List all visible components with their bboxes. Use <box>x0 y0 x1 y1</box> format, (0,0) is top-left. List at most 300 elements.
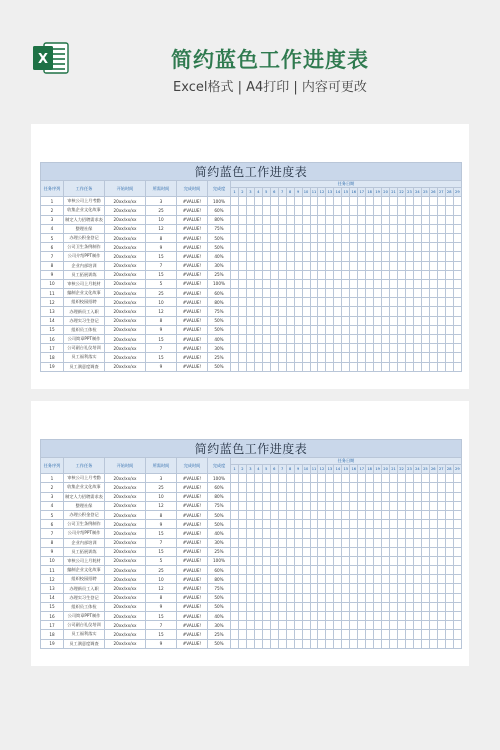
gantt-cell[interactable] <box>231 556 239 565</box>
gantt-cell[interactable] <box>294 316 302 325</box>
gantt-cell[interactable] <box>231 224 239 233</box>
gantt-cell[interactable] <box>445 215 453 224</box>
gantt-cell[interactable] <box>278 233 286 242</box>
gantt-cell[interactable] <box>286 612 294 621</box>
cell-start[interactable]: 20xx/xx/xx <box>105 353 146 362</box>
gantt-cell[interactable] <box>429 556 437 565</box>
gantt-cell[interactable] <box>270 215 278 224</box>
gantt-cell[interactable] <box>429 520 437 529</box>
cell-need[interactable]: 3 <box>146 197 177 206</box>
gantt-cell[interactable] <box>350 602 358 611</box>
gantt-cell[interactable] <box>413 344 421 353</box>
gantt-cell[interactable] <box>342 325 350 334</box>
gantt-cell[interactable] <box>246 547 254 556</box>
gantt-cell[interactable] <box>429 261 437 270</box>
gantt-cell[interactable] <box>437 529 445 538</box>
gantt-cell[interactable] <box>318 316 326 325</box>
gantt-cell[interactable] <box>334 474 342 483</box>
gantt-cell[interactable] <box>453 556 461 565</box>
gantt-cell[interactable] <box>246 538 254 547</box>
gantt-cell[interactable] <box>366 501 374 510</box>
cell-need[interactable]: 15 <box>146 252 177 261</box>
cell-task[interactable]: 公司介绍PPT制作 <box>64 529 105 538</box>
gantt-cell[interactable] <box>437 501 445 510</box>
cell-need[interactable]: 7 <box>146 344 177 353</box>
gantt-cell[interactable] <box>390 197 398 206</box>
cell-need[interactable]: 12 <box>146 584 177 593</box>
cell-pct[interactable]: 50% <box>208 593 231 602</box>
gantt-cell[interactable] <box>390 584 398 593</box>
cell-pct[interactable]: 50% <box>208 316 231 325</box>
gantt-cell[interactable] <box>246 233 254 242</box>
cell-done[interactable]: #VALUE! <box>177 492 208 501</box>
gantt-cell[interactable] <box>421 344 429 353</box>
gantt-cell[interactable] <box>334 602 342 611</box>
gantt-cell[interactable] <box>350 483 358 492</box>
cell-need[interactable]: 9 <box>146 639 177 648</box>
gantt-cell[interactable] <box>278 529 286 538</box>
cell-id[interactable]: 11 <box>41 566 64 575</box>
gantt-cell[interactable] <box>326 612 334 621</box>
gantt-cell[interactable] <box>270 307 278 316</box>
gantt-cell[interactable] <box>286 593 294 602</box>
gantt-cell[interactable] <box>374 197 382 206</box>
gantt-cell[interactable] <box>445 279 453 288</box>
cell-id[interactable]: 17 <box>41 344 64 353</box>
gantt-cell[interactable] <box>437 344 445 353</box>
gantt-cell[interactable] <box>358 556 366 565</box>
gantt-cell[interactable] <box>302 639 310 648</box>
gantt-cell[interactable] <box>358 529 366 538</box>
gantt-cell[interactable] <box>421 538 429 547</box>
gantt-cell[interactable] <box>366 602 374 611</box>
gantt-cell[interactable] <box>437 279 445 288</box>
cell-done[interactable]: #VALUE! <box>177 547 208 556</box>
gantt-cell[interactable] <box>374 547 382 556</box>
gantt-cell[interactable] <box>254 501 262 510</box>
gantt-cell[interactable] <box>374 474 382 483</box>
gantt-cell[interactable] <box>326 215 334 224</box>
gantt-cell[interactable] <box>302 612 310 621</box>
gantt-cell[interactable] <box>366 298 374 307</box>
gantt-cell[interactable] <box>405 538 413 547</box>
gantt-cell[interactable] <box>302 474 310 483</box>
gantt-cell[interactable] <box>413 289 421 298</box>
gantt-cell[interactable] <box>366 529 374 538</box>
gantt-cell[interactable] <box>262 584 270 593</box>
cell-done[interactable]: #VALUE! <box>177 206 208 215</box>
gantt-cell[interactable] <box>238 529 246 538</box>
gantt-cell[interactable] <box>374 307 382 316</box>
gantt-cell[interactable] <box>334 483 342 492</box>
gantt-cell[interactable] <box>421 602 429 611</box>
gantt-cell[interactable] <box>358 307 366 316</box>
gantt-cell[interactable] <box>374 584 382 593</box>
gantt-cell[interactable] <box>405 639 413 648</box>
gantt-cell[interactable] <box>413 584 421 593</box>
gantt-cell[interactable] <box>382 538 390 547</box>
cell-done[interactable]: #VALUE! <box>177 252 208 261</box>
cell-task[interactable]: 员工满意度调查 <box>64 639 105 648</box>
gantt-cell[interactable] <box>286 224 294 233</box>
gantt-cell[interactable] <box>421 584 429 593</box>
gantt-cell[interactable] <box>390 474 398 483</box>
cell-need[interactable]: 8 <box>146 233 177 242</box>
cell-done[interactable]: #VALUE! <box>177 344 208 353</box>
gantt-cell[interactable] <box>294 224 302 233</box>
gantt-cell[interactable] <box>445 197 453 206</box>
gantt-cell[interactable] <box>326 520 334 529</box>
gantt-cell[interactable] <box>286 492 294 501</box>
gantt-cell[interactable] <box>262 566 270 575</box>
cell-done[interactable]: #VALUE! <box>177 510 208 519</box>
cell-task[interactable]: 公司卫生条例制作 <box>64 520 105 529</box>
gantt-cell[interactable] <box>238 298 246 307</box>
gantt-cell[interactable] <box>405 261 413 270</box>
gantt-cell[interactable] <box>318 529 326 538</box>
gantt-cell[interactable] <box>382 197 390 206</box>
cell-start[interactable]: 20xx/xx/xx <box>105 362 146 371</box>
gantt-cell[interactable] <box>254 298 262 307</box>
gantt-cell[interactable] <box>326 289 334 298</box>
gantt-cell[interactable] <box>398 639 406 648</box>
gantt-cell[interactable] <box>390 252 398 261</box>
gantt-cell[interactable] <box>350 325 358 334</box>
cell-done[interactable]: #VALUE! <box>177 529 208 538</box>
gantt-cell[interactable] <box>445 474 453 483</box>
gantt-cell[interactable] <box>231 566 239 575</box>
gantt-cell[interactable] <box>358 538 366 547</box>
gantt-cell[interactable] <box>302 270 310 279</box>
gantt-cell[interactable] <box>246 520 254 529</box>
gantt-cell[interactable] <box>262 547 270 556</box>
gantt-cell[interactable] <box>318 298 326 307</box>
gantt-cell[interactable] <box>445 520 453 529</box>
cell-need[interactable]: 25 <box>146 289 177 298</box>
gantt-cell[interactable] <box>318 325 326 334</box>
gantt-cell[interactable] <box>421 566 429 575</box>
gantt-cell[interactable] <box>286 261 294 270</box>
cell-need[interactable]: 12 <box>146 307 177 316</box>
gantt-cell[interactable] <box>334 353 342 362</box>
gantt-cell[interactable] <box>453 298 461 307</box>
gantt-cell[interactable] <box>445 621 453 630</box>
gantt-cell[interactable] <box>398 215 406 224</box>
gantt-cell[interactable] <box>254 566 262 575</box>
gantt-cell[interactable] <box>405 316 413 325</box>
gantt-cell[interactable] <box>437 593 445 602</box>
cell-done[interactable]: #VALUE! <box>177 307 208 316</box>
gantt-cell[interactable] <box>405 621 413 630</box>
gantt-cell[interactable] <box>374 289 382 298</box>
cell-start[interactable]: 20xx/xx/xx <box>105 270 146 279</box>
cell-task[interactable]: 组织校园招聘 <box>64 575 105 584</box>
gantt-cell[interactable] <box>382 584 390 593</box>
gantt-cell[interactable] <box>286 279 294 288</box>
gantt-cell[interactable] <box>358 575 366 584</box>
gantt-cell[interactable] <box>326 538 334 547</box>
gantt-cell[interactable] <box>246 483 254 492</box>
gantt-cell[interactable] <box>405 584 413 593</box>
cell-id[interactable]: 2 <box>41 206 64 215</box>
gantt-cell[interactable] <box>413 510 421 519</box>
gantt-cell[interactable] <box>231 547 239 556</box>
gantt-cell[interactable] <box>262 630 270 639</box>
gantt-cell[interactable] <box>342 289 350 298</box>
gantt-cell[interactable] <box>262 501 270 510</box>
gantt-cell[interactable] <box>246 621 254 630</box>
gantt-cell[interactable] <box>246 602 254 611</box>
gantt-cell[interactable] <box>453 335 461 344</box>
cell-task[interactable]: 组织员工体检 <box>64 602 105 611</box>
cell-id[interactable]: 8 <box>41 261 64 270</box>
gantt-cell[interactable] <box>366 289 374 298</box>
gantt-cell[interactable] <box>310 252 318 261</box>
gantt-cell[interactable] <box>326 630 334 639</box>
gantt-cell[interactable] <box>231 197 239 206</box>
gantt-cell[interactable] <box>413 566 421 575</box>
gantt-cell[interactable] <box>405 335 413 344</box>
cell-need[interactable]: 25 <box>146 483 177 492</box>
cell-start[interactable]: 20xx/xx/xx <box>105 593 146 602</box>
gantt-cell[interactable] <box>405 344 413 353</box>
gantt-cell[interactable] <box>453 630 461 639</box>
cell-done[interactable]: #VALUE! <box>177 593 208 602</box>
gantt-cell[interactable] <box>318 344 326 353</box>
gantt-cell[interactable] <box>382 547 390 556</box>
gantt-cell[interactable] <box>310 197 318 206</box>
gantt-cell[interactable] <box>390 575 398 584</box>
gantt-cell[interactable] <box>445 556 453 565</box>
cell-done[interactable]: #VALUE! <box>177 575 208 584</box>
gantt-cell[interactable] <box>350 362 358 371</box>
cell-id[interactable]: 13 <box>41 584 64 593</box>
gantt-cell[interactable] <box>310 289 318 298</box>
gantt-cell[interactable] <box>366 316 374 325</box>
gantt-cell[interactable] <box>270 510 278 519</box>
gantt-cell[interactable] <box>318 224 326 233</box>
gantt-cell[interactable] <box>262 639 270 648</box>
gantt-cell[interactable] <box>382 602 390 611</box>
gantt-cell[interactable] <box>294 529 302 538</box>
cell-task[interactable]: 收集企业文化故事 <box>64 483 105 492</box>
gantt-cell[interactable] <box>326 353 334 362</box>
gantt-cell[interactable] <box>262 612 270 621</box>
gantt-cell[interactable] <box>238 593 246 602</box>
gantt-cell[interactable] <box>445 501 453 510</box>
gantt-cell[interactable] <box>238 316 246 325</box>
gantt-cell[interactable] <box>366 639 374 648</box>
gantt-cell[interactable] <box>453 261 461 270</box>
gantt-cell[interactable] <box>398 492 406 501</box>
gantt-cell[interactable] <box>318 566 326 575</box>
gantt-cell[interactable] <box>437 261 445 270</box>
gantt-cell[interactable] <box>429 307 437 316</box>
gantt-cell[interactable] <box>286 529 294 538</box>
cell-pct[interactable]: 50% <box>208 510 231 519</box>
cell-pct[interactable]: 30% <box>208 621 231 630</box>
gantt-cell[interactable] <box>453 612 461 621</box>
gantt-cell[interactable] <box>286 252 294 261</box>
cell-need[interactable]: 7 <box>146 538 177 547</box>
gantt-cell[interactable] <box>231 261 239 270</box>
gantt-cell[interactable] <box>246 630 254 639</box>
cell-done[interactable]: #VALUE! <box>177 556 208 565</box>
gantt-cell[interactable] <box>429 298 437 307</box>
gantt-cell[interactable] <box>294 575 302 584</box>
cell-done[interactable]: #VALUE! <box>177 298 208 307</box>
gantt-cell[interactable] <box>374 510 382 519</box>
gantt-cell[interactable] <box>278 215 286 224</box>
gantt-cell[interactable] <box>238 483 246 492</box>
gantt-cell[interactable] <box>421 252 429 261</box>
cell-id[interactable]: 12 <box>41 298 64 307</box>
gantt-cell[interactable] <box>334 215 342 224</box>
cell-pct[interactable]: 75% <box>208 224 231 233</box>
gantt-cell[interactable] <box>254 252 262 261</box>
cell-start[interactable]: 20xx/xx/xx <box>105 584 146 593</box>
gantt-cell[interactable] <box>334 584 342 593</box>
gantt-cell[interactable] <box>326 252 334 261</box>
gantt-cell[interactable] <box>398 593 406 602</box>
gantt-cell[interactable] <box>302 252 310 261</box>
gantt-cell[interactable] <box>366 325 374 334</box>
gantt-cell[interactable] <box>238 547 246 556</box>
gantt-cell[interactable] <box>286 501 294 510</box>
cell-start[interactable]: 20xx/xx/xx <box>105 261 146 270</box>
gantt-cell[interactable] <box>334 538 342 547</box>
gantt-cell[interactable] <box>342 224 350 233</box>
gantt-cell[interactable] <box>318 584 326 593</box>
gantt-cell[interactable] <box>286 206 294 215</box>
gantt-cell[interactable] <box>453 547 461 556</box>
gantt-cell[interactable] <box>413 197 421 206</box>
gantt-cell[interactable] <box>358 362 366 371</box>
gantt-cell[interactable] <box>342 492 350 501</box>
gantt-cell[interactable] <box>278 612 286 621</box>
cell-start[interactable]: 20xx/xx/xx <box>105 206 146 215</box>
cell-task[interactable]: 公司副台礼仪培训 <box>64 621 105 630</box>
gantt-cell[interactable] <box>238 510 246 519</box>
gantt-cell[interactable] <box>326 325 334 334</box>
gantt-cell[interactable] <box>262 492 270 501</box>
gantt-cell[interactable] <box>238 501 246 510</box>
gantt-cell[interactable] <box>302 325 310 334</box>
gantt-cell[interactable] <box>278 566 286 575</box>
gantt-cell[interactable] <box>413 621 421 630</box>
gantt-cell[interactable] <box>262 362 270 371</box>
gantt-cell[interactable] <box>310 639 318 648</box>
gantt-cell[interactable] <box>318 612 326 621</box>
gantt-cell[interactable] <box>302 556 310 565</box>
gantt-cell[interactable] <box>286 197 294 206</box>
cell-need[interactable]: 15 <box>146 353 177 362</box>
gantt-cell[interactable] <box>453 233 461 242</box>
gantt-cell[interactable] <box>350 261 358 270</box>
gantt-cell[interactable] <box>231 353 239 362</box>
gantt-cell[interactable] <box>294 261 302 270</box>
gantt-cell[interactable] <box>437 298 445 307</box>
cell-done[interactable]: #VALUE! <box>177 197 208 206</box>
gantt-cell[interactable] <box>286 344 294 353</box>
gantt-cell[interactable] <box>437 612 445 621</box>
gantt-cell[interactable] <box>254 492 262 501</box>
gantt-cell[interactable] <box>318 547 326 556</box>
gantt-cell[interactable] <box>246 261 254 270</box>
gantt-cell[interactable] <box>390 520 398 529</box>
gantt-cell[interactable] <box>294 584 302 593</box>
cell-start[interactable]: 20xx/xx/xx <box>105 547 146 556</box>
gantt-cell[interactable] <box>437 630 445 639</box>
gantt-cell[interactable] <box>231 501 239 510</box>
gantt-cell[interactable] <box>374 630 382 639</box>
gantt-cell[interactable] <box>310 243 318 252</box>
gantt-cell[interactable] <box>254 584 262 593</box>
gantt-cell[interactable] <box>231 474 239 483</box>
gantt-cell[interactable] <box>382 362 390 371</box>
gantt-cell[interactable] <box>254 261 262 270</box>
gantt-cell[interactable] <box>437 556 445 565</box>
gantt-cell[interactable] <box>366 584 374 593</box>
gantt-cell[interactable] <box>231 243 239 252</box>
gantt-cell[interactable] <box>318 353 326 362</box>
cell-done[interactable]: #VALUE! <box>177 612 208 621</box>
cell-start[interactable]: 20xx/xx/xx <box>105 520 146 529</box>
gantt-cell[interactable] <box>366 252 374 261</box>
cell-done[interactable]: #VALUE! <box>177 538 208 547</box>
gantt-cell[interactable] <box>374 298 382 307</box>
gantt-cell[interactable] <box>374 279 382 288</box>
gantt-cell[interactable] <box>302 261 310 270</box>
gantt-cell[interactable] <box>445 233 453 242</box>
gantt-cell[interactable] <box>366 261 374 270</box>
gantt-cell[interactable] <box>445 325 453 334</box>
gantt-cell[interactable] <box>326 584 334 593</box>
cell-start[interactable]: 20xx/xx/xx <box>105 501 146 510</box>
gantt-cell[interactable] <box>254 593 262 602</box>
gantt-cell[interactable] <box>270 224 278 233</box>
gantt-cell[interactable] <box>413 215 421 224</box>
cell-task[interactable]: 组织校园招聘 <box>64 298 105 307</box>
gantt-cell[interactable] <box>342 298 350 307</box>
gantt-cell[interactable] <box>270 298 278 307</box>
cell-task[interactable]: 企业内部培训 <box>64 261 105 270</box>
gantt-cell[interactable] <box>310 501 318 510</box>
gantt-cell[interactable] <box>270 575 278 584</box>
gantt-cell[interactable] <box>342 566 350 575</box>
gantt-cell[interactable] <box>405 501 413 510</box>
gantt-cell[interactable] <box>246 353 254 362</box>
gantt-cell[interactable] <box>405 252 413 261</box>
gantt-cell[interactable] <box>302 575 310 584</box>
gantt-cell[interactable] <box>246 307 254 316</box>
gantt-cell[interactable] <box>231 584 239 593</box>
gantt-cell[interactable] <box>366 621 374 630</box>
gantt-cell[interactable] <box>366 612 374 621</box>
gantt-cell[interactable] <box>278 362 286 371</box>
cell-id[interactable]: 4 <box>41 501 64 510</box>
gantt-cell[interactable] <box>382 483 390 492</box>
gantt-cell[interactable] <box>429 612 437 621</box>
gantt-cell[interactable] <box>326 243 334 252</box>
gantt-cell[interactable] <box>246 474 254 483</box>
gantt-cell[interactable] <box>278 639 286 648</box>
gantt-cell[interactable] <box>246 639 254 648</box>
cell-start[interactable]: 20xx/xx/xx <box>105 510 146 519</box>
cell-pct[interactable]: 60% <box>208 483 231 492</box>
gantt-cell[interactable] <box>286 474 294 483</box>
gantt-cell[interactable] <box>382 630 390 639</box>
